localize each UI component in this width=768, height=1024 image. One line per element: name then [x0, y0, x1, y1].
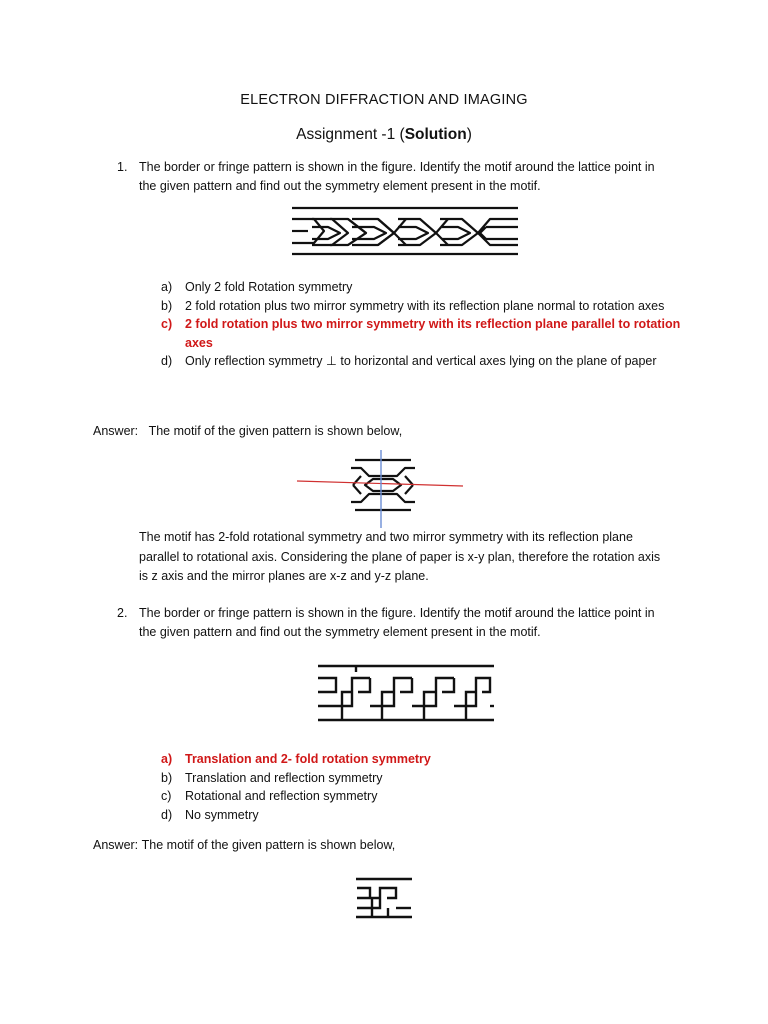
q2-number: 2. [117, 606, 128, 620]
q1-option-c-correct[interactable] [161, 315, 681, 352]
option-text: Translation and reflection symmetry [185, 770, 383, 785]
option-text: 2 fold rotation plus two mirror symmetry with its reflection plane parallel to rotation axes [185, 317, 681, 350]
answer-label: Answer: [93, 424, 139, 438]
answer-label: Answer: [93, 838, 139, 852]
option-text: 2 fold rotation plus two mirror symmetry with its reflection plane normal to rotation axes [185, 298, 665, 313]
q2-options [161, 750, 681, 824]
q2-option-c[interactable] [161, 787, 681, 806]
mirror-axis-horizontal [297, 481, 463, 486]
q2-option-b[interactable] [161, 769, 681, 788]
answer-text: The motif of the given pattern is shown below, [148, 424, 403, 438]
option-letter: a) [161, 752, 173, 766]
q1-option-d[interactable] [161, 352, 681, 371]
q2-border-pattern [316, 662, 496, 724]
q1-option-b[interactable] [161, 297, 681, 316]
q1-number: 1. [117, 160, 128, 174]
option-letter: c) [161, 317, 173, 331]
option-text: Only reflection symmetry ⊥ to horizontal and vertical axes lying on the plane of paper [185, 354, 657, 368]
option-letter: b) [161, 770, 173, 785]
answer-text: The motif of the given pattern is shown below, [141, 838, 396, 852]
option-text: Translation and 2- fold rotation symmetry [185, 752, 431, 766]
option-text: Rotational and reflection symmetry [185, 789, 378, 803]
q2-answer [93, 838, 395, 852]
q2-option-a-correct[interactable] [161, 750, 681, 769]
document-subtitle [0, 126, 768, 144]
document-title: ELECTRON DIFFRACTION AND IMAGING [240, 92, 528, 108]
q1-answer [93, 424, 402, 438]
q2-text: The border or fringe pattern is shown in the figure. Identify the motif around the lattice point in the given pattern and find out the symmetry element present in the motif. [139, 606, 655, 639]
q2-motif-figure [354, 876, 414, 920]
q1-option-a[interactable] [161, 278, 681, 297]
subtitle-suffix: ) [466, 126, 472, 143]
option-text: No symmetry [185, 807, 259, 822]
option-letter: d) [161, 807, 173, 822]
option-text: Only 2 fold Rotation symmetry [185, 280, 353, 294]
option-letter: c) [161, 789, 172, 803]
option-letter: d) [161, 354, 173, 368]
q1-explanation: The motif has 2-fold rotational symmetry and two mirror symmetry with its reflection plane parallel to rotational axis. Considering the plane of paper is x-y plan, therefore the rotation axis is z axis and the mirror planes are x-z and y-z plane. [139, 530, 661, 583]
q1-border-pattern [290, 203, 520, 259]
option-letter: a) [161, 280, 173, 294]
q1-text: The border or fringe pattern is shown in the figure. Identify the motif around the lattice point in the given pattern and find out the symmetry element present in the motif. [139, 160, 655, 193]
subtitle-prefix: Assignment -1 ( [296, 126, 405, 143]
q1-motif-figure [295, 448, 465, 530]
subtitle-bold: Solution [404, 126, 467, 143]
q1-options [161, 278, 681, 371]
q2-option-d[interactable] [161, 806, 681, 825]
option-letter: b) [161, 298, 173, 313]
